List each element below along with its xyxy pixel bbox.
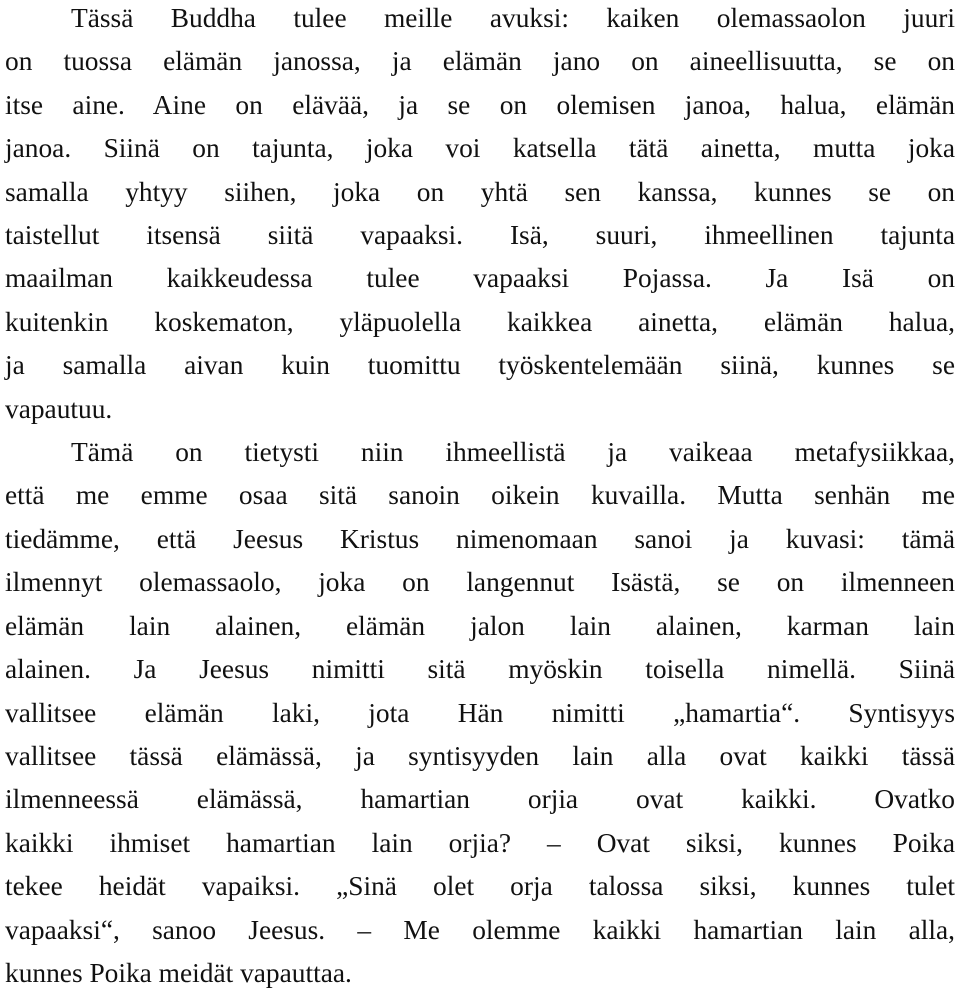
text-line: samalla yhtyy siihen, joka on yhtä sen kanssa, kunnes se on [5,176,955,207]
text-line: ilmenneessä elämässä, hamartian orjia ovat kaikki. Ovatko [5,784,955,815]
text-line: itse aine. Aine on elävää, ja se on olemisen janoa, halua, elämän [5,89,955,120]
text-line: elämän lain alainen, elämän jalon lain alainen, karman lain [5,610,955,641]
paragraph-2 [5,431,955,995]
text-line: Tässä Buddha tulee meille avuksi: kaiken olemassaolon juuri [71,3,955,33]
text-line: kuitenkin koskematon, yläpuolella kaikkea ainetta, elämän halua, [5,306,955,337]
text-line: ja samalla aivan kuin tuomittu työskentelemään siinä, kunnes se [5,350,955,381]
text-line: tiedämme, että Jeesus Kristus nimenomaan sanoi ja kuvasi: tämä [5,523,955,554]
text-line: ilmennyt olemassaolo, joka on langennut Isästä, se on ilmenneen [5,567,955,598]
text-line: tekee heidät vapaiksi. „Sinä olet orja talossa siksi, kunnes tulet [5,871,955,902]
text-line: vapaaksi“, sanoo Jeesus. ‒ Me olemme kaikki hamartian lain alla, [5,914,955,945]
text-line: kaikki ihmiset hamartian lain orjia? ‒ Ovat siksi, kunnes Poika [5,827,955,858]
text-line: janoa. Siinä on tajunta, joka voi katsella tätä ainetta, mutta joka [5,133,955,164]
text-line: vallitsee elämän laki, jota Hän nimitti „hamartia“. Syntisyys [5,697,955,728]
text-line: että me emme osaa sitä sanoin oikein kuvailla. Mutta senhän me [5,480,955,511]
text-line: alainen. Ja Jeesus nimitti sitä myöskin toisella nimellä. Siinä [5,654,955,685]
text-line: taistellut itsensä siitä vapaaksi. Isä, suuri, ihmeellinen tajunta [5,220,955,251]
text-line: kunnes Poika meidät vapauttaa. [5,957,352,988]
text-line: on tuossa elämän janossa, ja elämän jano on aineellisuutta, se on [5,46,955,77]
text-line: maailman kaikkeudessa tulee vapaaksi Pojassa. Ja Isä on [5,263,955,294]
text-line: vallitsee tässä elämässä, ja syntisyyden lain alla ovat kaikki tässä [5,740,955,771]
paragraph-1 [5,0,955,431]
text-line: vapautuu. [5,393,113,424]
text-line: Tämä on tietysti niin ihmeellistä ja vaikeaa metafysiikkaa, [71,437,955,468]
